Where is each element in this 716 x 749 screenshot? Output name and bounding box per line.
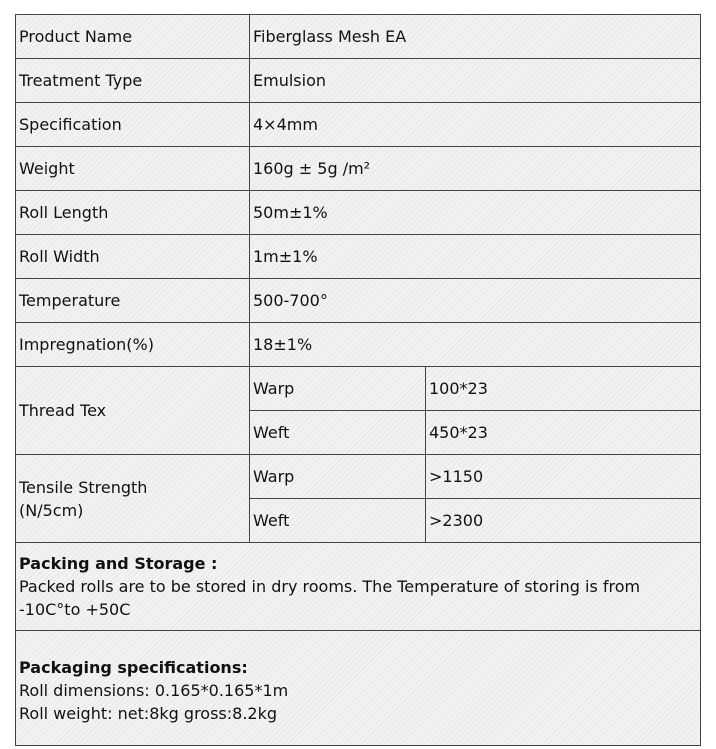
row-value: Fiberglass Mesh EA — [250, 15, 701, 59]
table-row — [16, 147, 701, 191]
packaging-spec-row — [16, 631, 701, 746]
tensile-warp-label: Warp — [250, 455, 426, 499]
thread-warp-value: 100*23 — [426, 367, 701, 411]
row-value: 18±1% — [250, 323, 701, 367]
table-row-thread-warp — [16, 367, 701, 411]
row-label: Temperature — [16, 279, 250, 323]
row-label: Weight — [16, 147, 250, 191]
row-value: 50m±1% — [250, 191, 701, 235]
spec-table — [15, 14, 701, 746]
thread-weft-label: Weft — [250, 411, 426, 455]
tensile-label-line1: Tensile Strength — [19, 477, 148, 497]
tensile-weft-label: Weft — [250, 499, 426, 543]
row-value: 160g ± 5g /m² — [250, 147, 701, 191]
row-label: Roll Length — [16, 191, 250, 235]
packaging-line-dimensions: Roll dimensions: 0.165*0.165*1m — [19, 680, 289, 700]
row-label: Roll Width — [16, 235, 250, 279]
table-row — [16, 191, 701, 235]
packaging-spec-cell — [16, 631, 701, 746]
tensile-warp-value: >1150 — [426, 455, 701, 499]
packaging-line-weight: Roll weight: net:8kg gross:8.2kg — [19, 703, 278, 723]
thread-weft-value: 450*23 — [426, 411, 701, 455]
table-row — [16, 323, 701, 367]
table-row — [16, 279, 701, 323]
thread-tex-label: Thread Tex — [16, 367, 250, 455]
table-row — [16, 235, 701, 279]
table-row — [16, 103, 701, 147]
table-row — [16, 59, 701, 103]
packing-text: Packed rolls are to be stored in dry rooms. The Temperature of storing is from -10C°to +50C — [19, 577, 641, 619]
row-label: Specification — [16, 103, 250, 147]
tensile-weft-value: >2300 — [426, 499, 701, 543]
row-label: Treatment Type — [16, 59, 250, 103]
row-value: 1m±1% — [250, 235, 701, 279]
row-value: 500-700° — [250, 279, 701, 323]
packing-storage-row — [16, 543, 701, 631]
table-row — [16, 15, 701, 59]
row-label: Product Name — [16, 15, 250, 59]
row-label: Impregnation(%) — [16, 323, 250, 367]
packing-heading: Packing and Storage : — [19, 554, 218, 573]
row-value: Emulsion — [250, 59, 701, 103]
row-value: 4×4mm — [250, 103, 701, 147]
tensile-label — [16, 455, 250, 543]
packaging-heading: Packaging specifications: — [19, 657, 248, 677]
packing-storage-cell — [16, 543, 701, 631]
table-row-tensile-warp — [16, 455, 701, 499]
tensile-label-line2: (N/5cm) — [19, 500, 84, 520]
thread-warp-label: Warp — [250, 367, 426, 411]
